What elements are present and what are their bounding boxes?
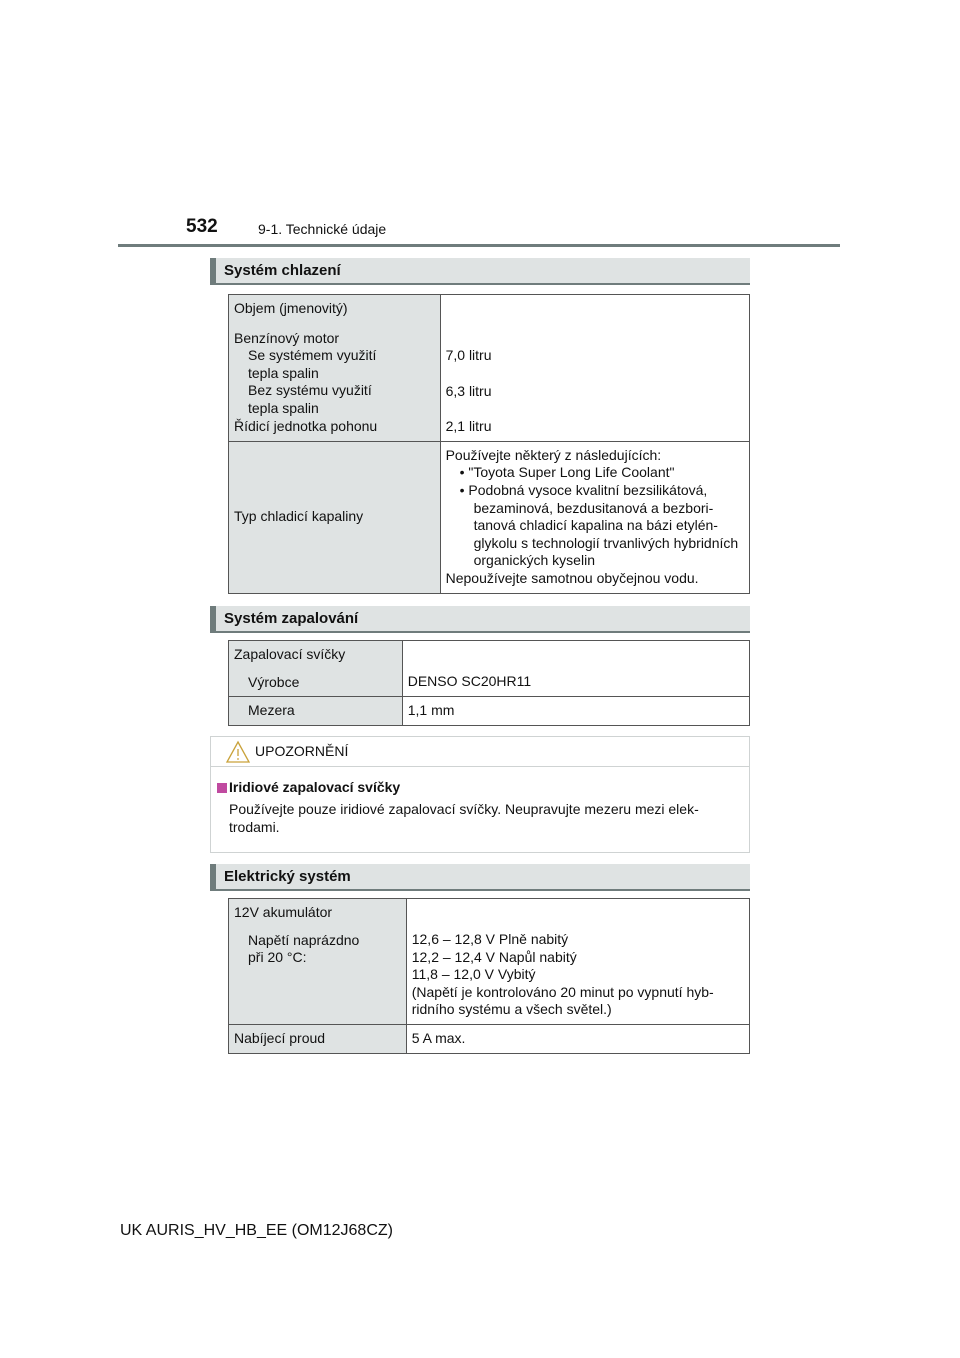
section-title: Systém zapalování: [224, 610, 359, 627]
open-voltage-label-2: při 20 °C:: [248, 949, 307, 966]
table-row: [229, 697, 750, 726]
table-row: [229, 295, 750, 442]
section-heading-electrical: [210, 864, 750, 891]
spark-plug-label: [229, 641, 403, 697]
list-item: • "Toyota Super Long Life Coolant": [459, 464, 675, 481]
table-row: [229, 1024, 750, 1053]
open-voltage-label: Napětí naprázdno: [248, 931, 360, 948]
pcu-label: Řídicí jednotka pohonu: [234, 417, 378, 434]
coolant-outro: Nepoužívejte samotnou obyčejnou vodu.: [445, 569, 699, 586]
caution-text: Používejte pouze iridiové zapalovací svíčky. Neupravujte mezeru mezi elek-trodami.: [229, 801, 699, 835]
value-pcu: 2,1 litru: [445, 418, 492, 435]
voltage-discharged: 11,8 – 12,0 V Vybitý: [411, 966, 536, 983]
value-without-heat: 6,3 litru: [445, 382, 492, 399]
coolant-type-label: Typ chladicí kapaliny: [229, 441, 441, 593]
battery-values: [406, 899, 749, 1025]
value-with-heat: 7,0 litru: [445, 347, 492, 363]
section-heading-ignition: [210, 606, 750, 633]
list-item: • Podobná vysoce kvalitní bezsilikátová, bezaminová, bezdusitanová a bezbori-tanová chladicí kapalina na bázi etylén-glykolu s technologií trvanlivých hybridních organických kyselin: [459, 481, 739, 569]
page-number: 532: [186, 216, 218, 237]
bullet-square-icon: [217, 783, 227, 793]
cooling-table: [228, 294, 750, 594]
table-row: [229, 441, 750, 593]
table-row: [229, 899, 750, 1025]
electrical-table: [228, 898, 750, 1054]
with-heat-recovery-label-2: tepla spalin: [248, 364, 319, 381]
gap-label: Mezera: [229, 697, 403, 726]
row-head: 12V akumulátor: [234, 904, 333, 920]
row-head: Zapalovací svíčky: [234, 646, 346, 662]
warning-triangle-icon: [225, 740, 251, 764]
charging-current-label: Nabíjecí proud: [229, 1024, 407, 1053]
caution-header: [211, 737, 749, 767]
without-heat-recovery-label: Bez systému využití: [248, 382, 372, 399]
maker-value: DENSO SC20HR11: [407, 673, 532, 689]
petrol-engine-label: Benzínový motor: [234, 329, 340, 346]
spark-plug-value: [402, 641, 749, 697]
cooling-volume-values: [440, 295, 749, 442]
battery-label: [229, 899, 407, 1025]
caution-box: [210, 736, 750, 853]
caution-title: UPOZORNĚNÍ: [255, 743, 349, 759]
section-title: Systém chlazení: [224, 262, 341, 279]
caution-subtitle: Iridiové zapalovací svíčky: [229, 779, 401, 795]
header-rule: [118, 244, 840, 247]
cooling-volume-label: [229, 295, 441, 442]
table-row: [229, 641, 750, 697]
voltage-full: 12,6 – 12,8 V Plně nabitý: [411, 931, 569, 947]
coolant-type-value: [440, 441, 749, 593]
voltage-note: (Napětí je kontrolováno 20 minut po vypnutí hyb-ridního systému a všech světel.): [411, 983, 714, 1018]
section-title: Elektrický systém: [224, 868, 351, 885]
row-head: Objem (jmenovitý): [234, 300, 348, 316]
section-heading-cooling: [210, 258, 750, 285]
maker-label: Výrobce: [248, 673, 300, 690]
ignition-table: [228, 640, 750, 726]
footer-model-code: UK AURIS_HV_HB_EE (OM12J68CZ): [120, 1222, 393, 1239]
without-heat-recovery-label-2: tepla spalin: [248, 399, 319, 416]
charging-current-value: 5 A max.: [406, 1024, 749, 1053]
gap-value: 1,1 mm: [402, 697, 749, 726]
chapter-title: 9-1. Technické údaje: [258, 221, 387, 237]
coolant-intro: Používejte některý z následujících:: [445, 446, 662, 463]
with-heat-recovery-label: Se systémem využití: [248, 347, 377, 364]
voltage-half: 12,2 – 12,4 V Napůl nabitý: [411, 948, 577, 965]
